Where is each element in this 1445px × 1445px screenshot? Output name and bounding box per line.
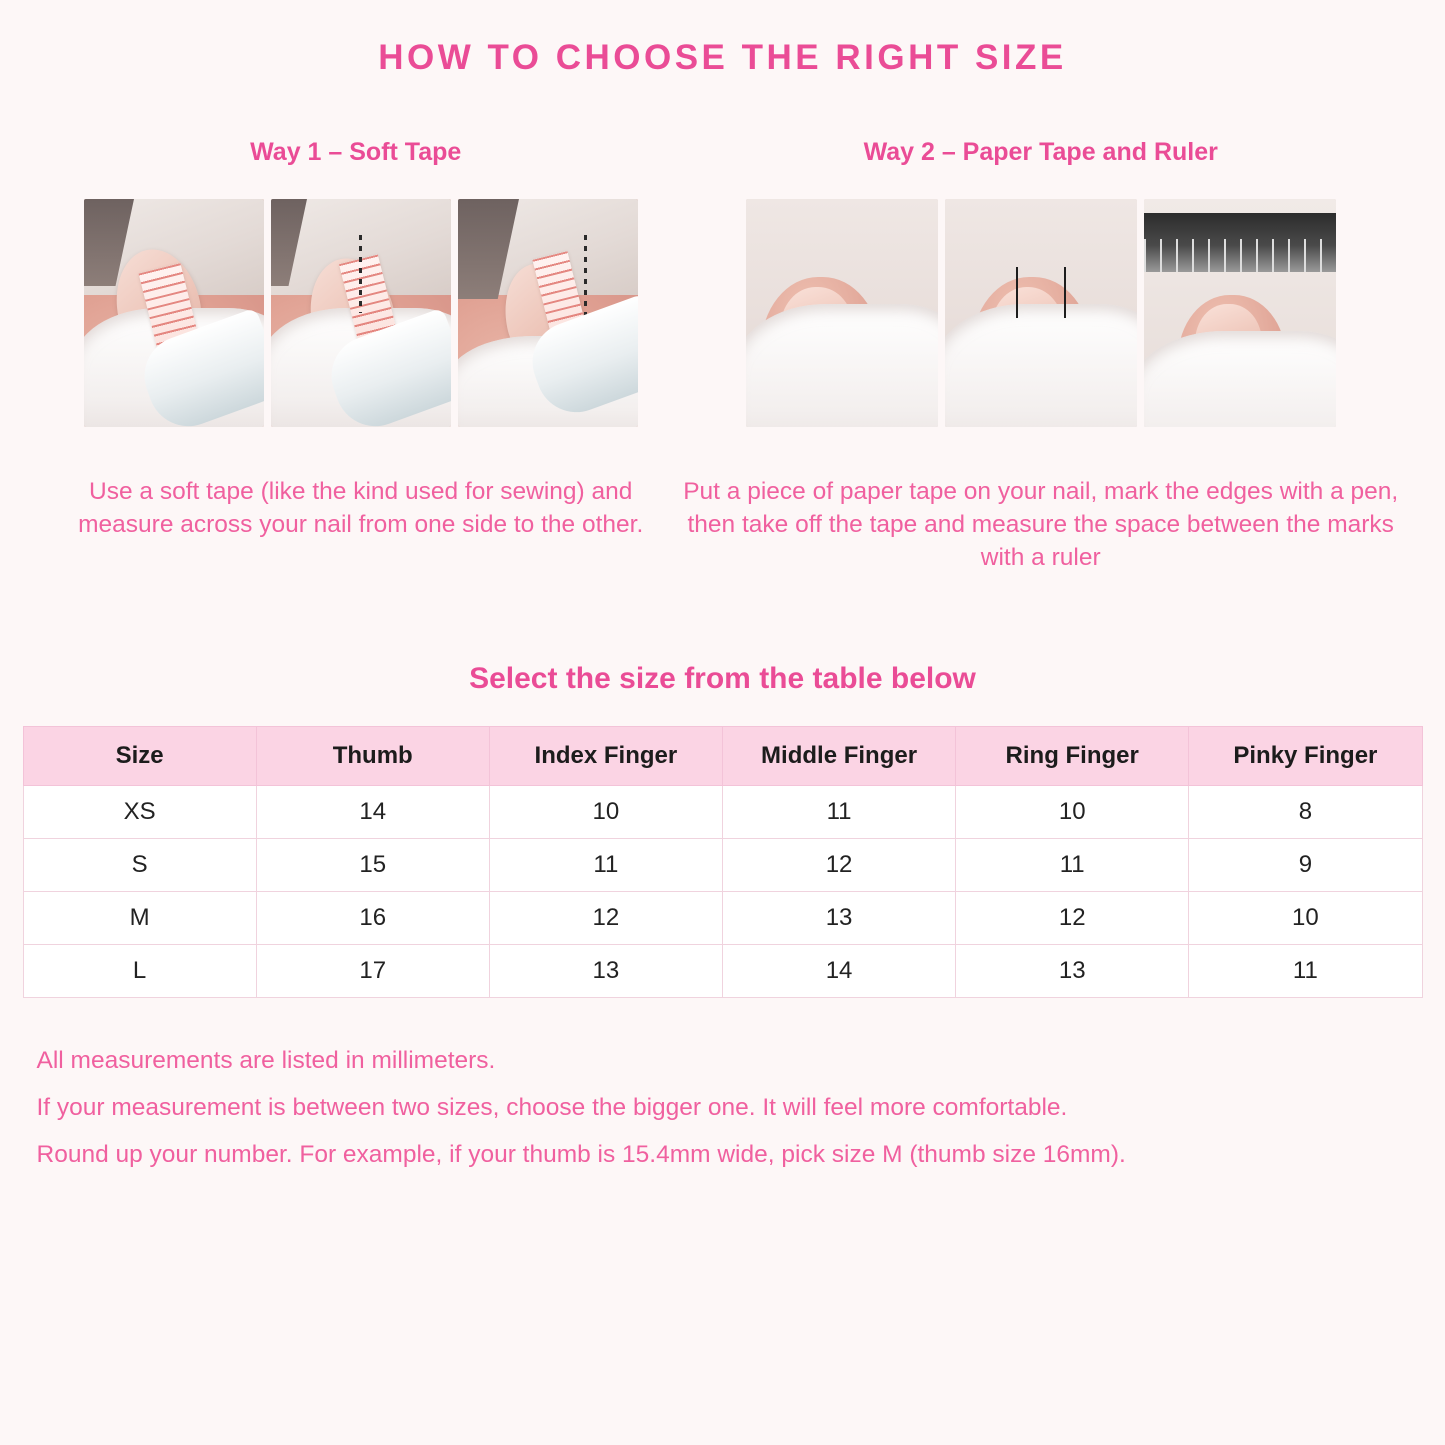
cell-ring: 11 [956,839,1189,892]
paper-tape [1144,331,1336,427]
cell-size: S [23,839,256,892]
pen-mark-left [1016,267,1018,317]
table-header-row [23,727,1422,786]
nail-with-soft-tape-photo-3 [458,199,638,427]
cell-thumb: 16 [256,892,489,945]
table-row [23,786,1422,839]
pen-mark-right [1064,267,1066,317]
note-round-up: Round up your number. For example, if your thumb is 15.4mm wide, pick size M (thumb size 16mm). [36,1140,1126,1168]
pen-mark-dots [359,235,362,313]
tape-measured-with-ruler-photo-3 [1144,199,1336,427]
paper-tape [746,304,938,427]
cell-pinky: 10 [1189,892,1422,945]
cell-size: L [23,945,256,998]
cell-thumb: 15 [256,839,489,892]
nail-marked-with-pen-photo-2 [945,199,1137,427]
table-row [23,839,1422,892]
column-header-pinky-finger: Pinky Finger [1189,727,1422,786]
column-header-middle-finger: Middle Finger [722,727,955,786]
cell-ring: 12 [956,892,1189,945]
cell-index: 13 [489,945,722,998]
column-header-size: Size [23,727,256,786]
cell-ring: 13 [956,945,1189,998]
cell-index: 10 [489,786,722,839]
cell-pinky: 9 [1189,839,1422,892]
cell-middle: 11 [722,786,955,839]
ruler-ticks [1144,239,1336,272]
cell-middle: 13 [722,892,955,945]
page-title: HOW TO CHOOSE THE RIGHT SIZE [378,38,1067,77]
method-1-caption: Use a soft tape (like the kind used for sewing) and measure across your nail from one side to the other. [78,478,644,539]
method-2-photo-row [676,199,1405,427]
column-header-thumb: Thumb [256,727,489,786]
cell-middle: 14 [722,945,955,998]
cell-ring: 10 [956,786,1189,839]
ruler [1144,213,1336,272]
table-row [23,945,1422,998]
cell-thumb: 14 [256,786,489,839]
notes-list [23,1040,1423,1177]
method-1-photo-row [45,199,676,427]
cell-index: 12 [489,892,722,945]
note-measurements-unit: All measurements are listed in millimeters. [36,1047,496,1075]
cell-size: M [23,892,256,945]
cell-index: 11 [489,839,722,892]
cell-middle: 12 [722,839,955,892]
cell-pinky: 11 [1189,945,1422,998]
nail-with-soft-tape-photo-1 [84,199,264,427]
table-row [23,892,1422,945]
cell-thumb: 17 [256,945,489,998]
nail-with-paper-tape-photo-1 [746,199,938,427]
method-paper-tape-ruler [676,138,1405,574]
paper-tape [945,304,1137,427]
size-table [23,726,1423,998]
cell-pinky: 8 [1189,786,1422,839]
cell-size: XS [23,786,256,839]
method-1-title: Way 1 – Soft Tape [250,138,462,166]
note-between-sizes: If your measurement is between two sizes, choose the bigger one. It will feel more comfortable. [36,1094,1068,1122]
nail-with-soft-tape-photo-2 [271,199,451,427]
table-section-title: Select the size from the table below [469,662,976,696]
method-2-title: Way 2 – Paper Tape and Ruler [863,138,1218,166]
column-header-index-finger: Index Finger [489,727,722,786]
measurement-methods [0,138,1445,574]
method-soft-tape [40,138,676,541]
method-2-caption: Put a piece of paper tape on your nail, mark the edges with a pen, then take off the tape and measure the space between the marks with a ruler [683,478,1399,572]
column-header-ring-finger: Ring Finger [956,727,1189,786]
